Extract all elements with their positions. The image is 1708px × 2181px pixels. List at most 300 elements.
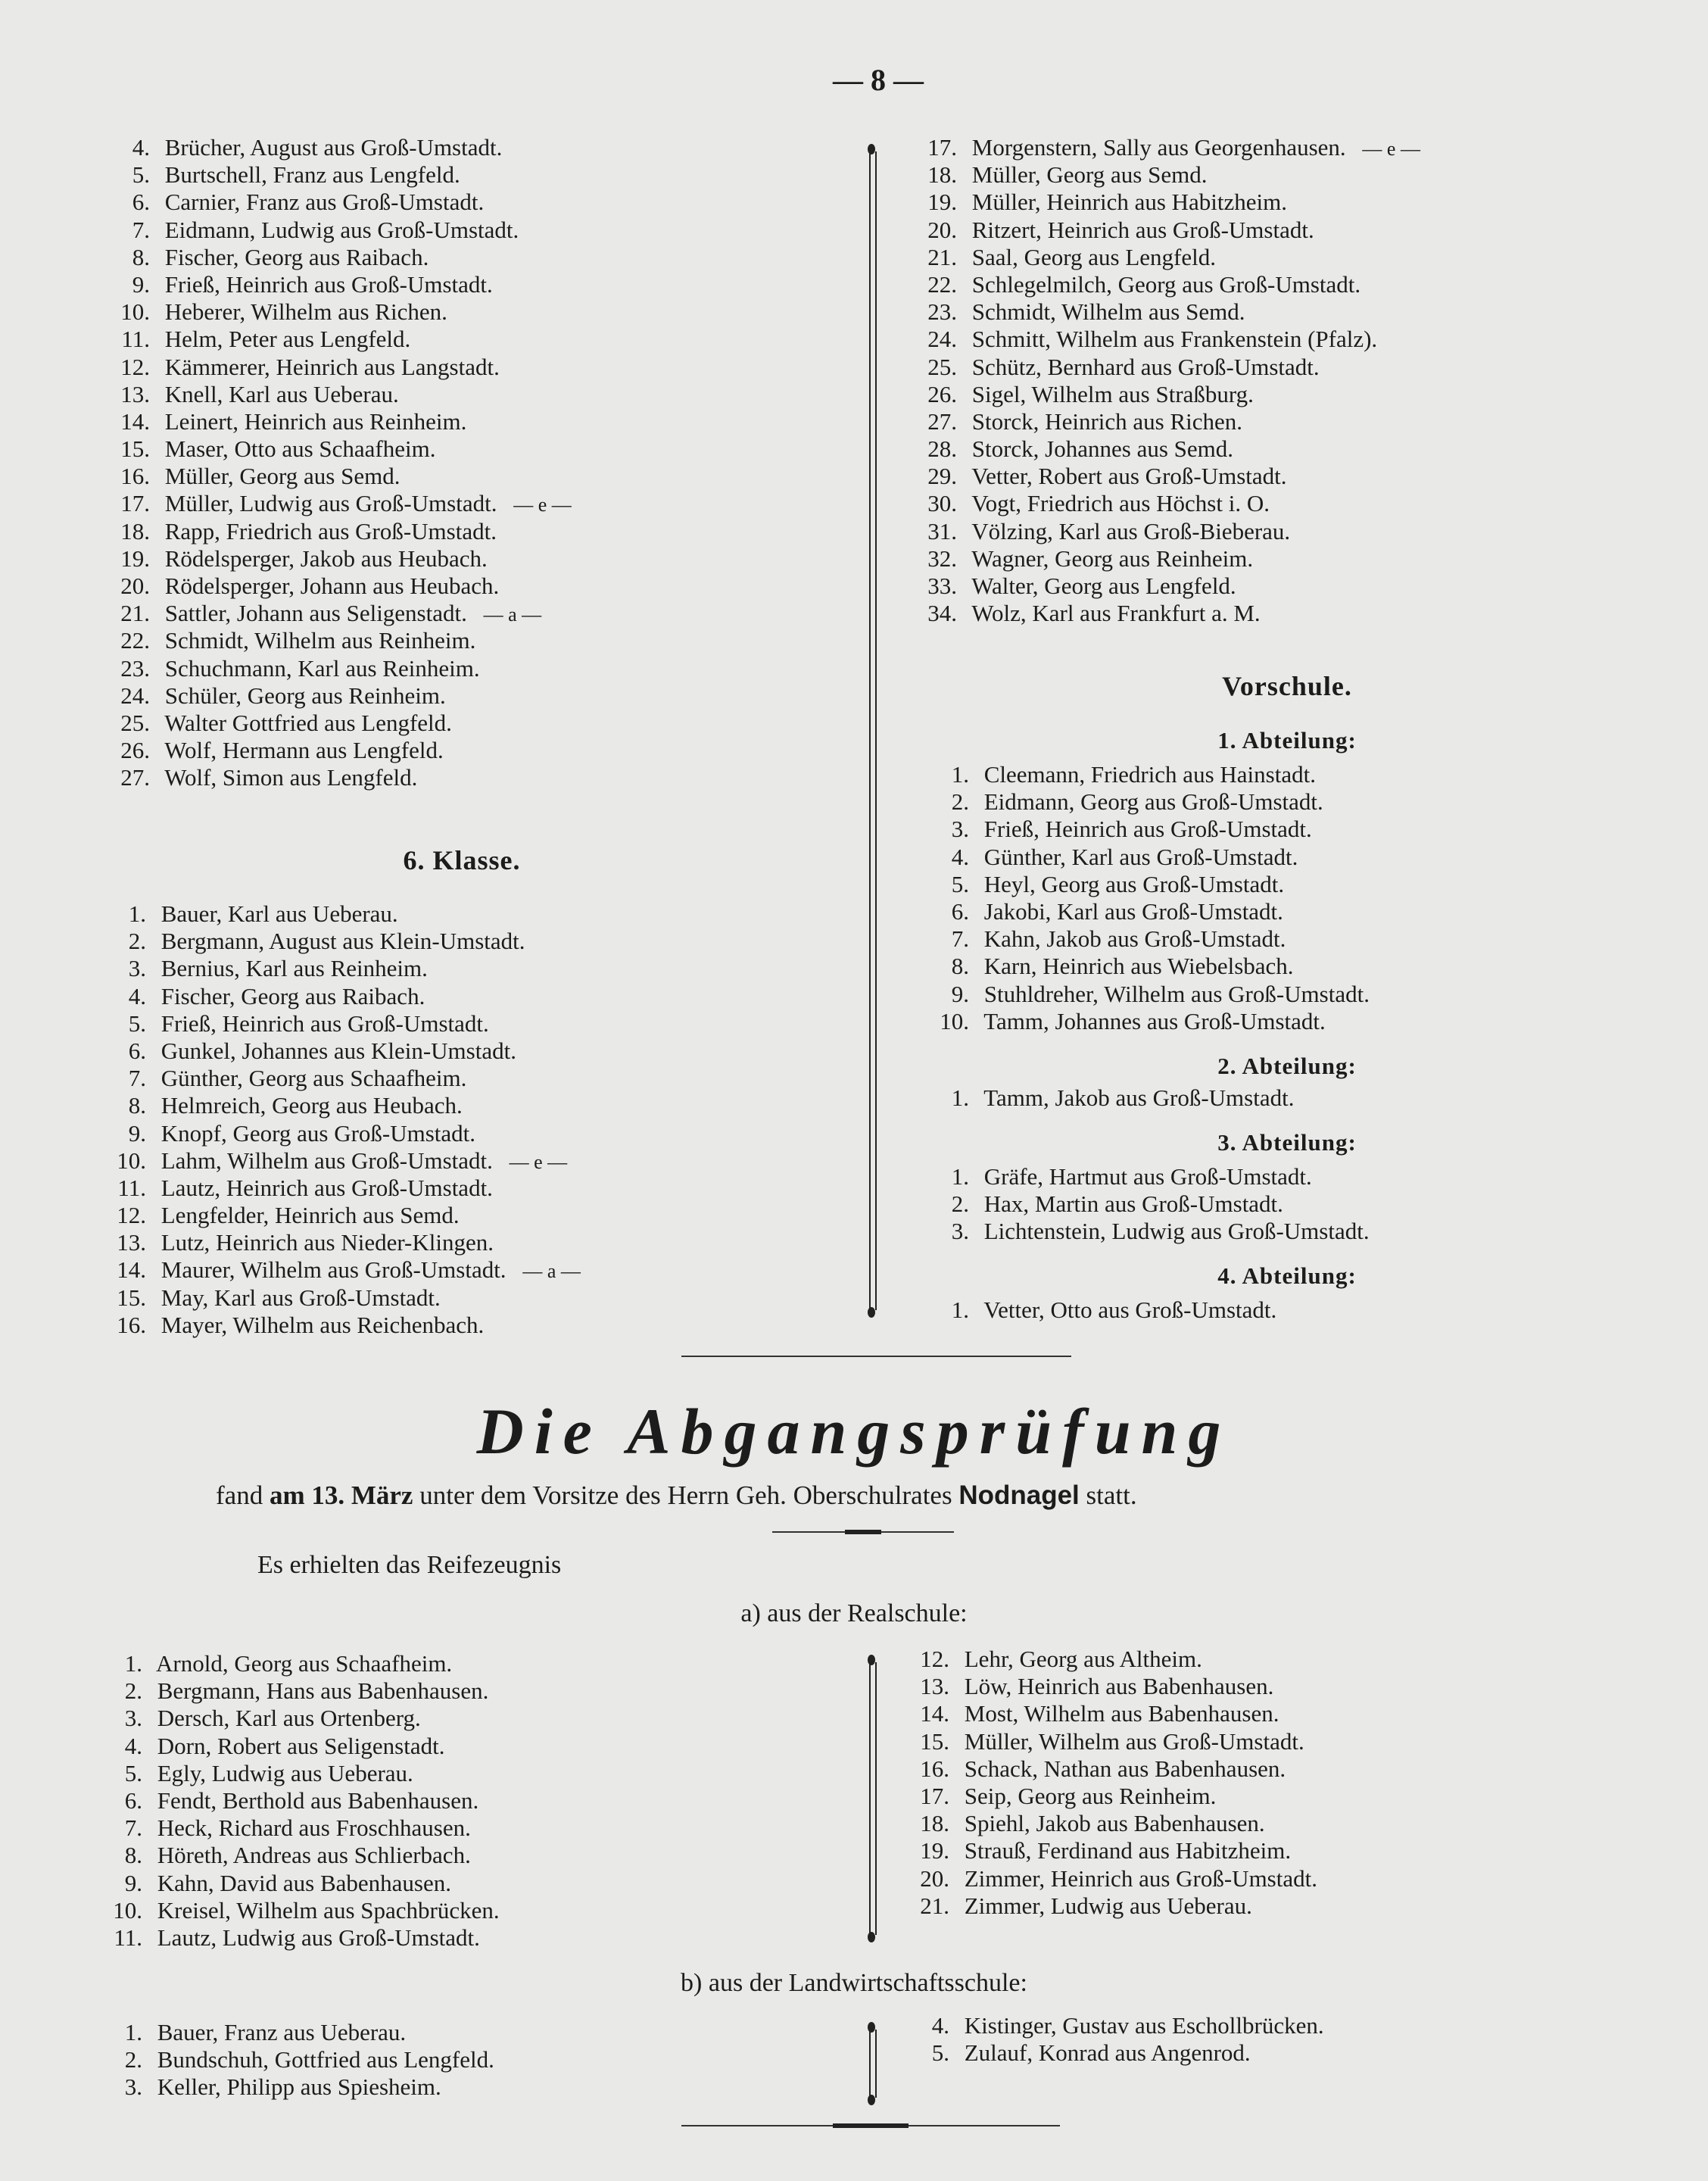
item-text: Mayer, Wilhelm aus Reichenbach. [161,1311,485,1338]
item-number: 25. [927,353,957,380]
item-text: Spiehl, Jakob aus Babenhausen. [964,1810,1265,1837]
abteilung-4-list [925,1296,1276,1324]
item-text: Kämmerer, Heinrich aus Langstadt. [164,353,500,380]
list-item [925,925,1370,953]
item-text: Schmidt, Wilhelm aus Semd. [971,298,1245,326]
list-item [913,326,1420,353]
item-number: 23. [120,654,150,682]
item-text: Dersch, Karl aus Ortenberg. [157,1705,421,1732]
item-text: Walter Gottfried aus Lengfeld. [164,709,452,736]
item-note: — a — [483,604,542,626]
item-number: 16. [117,1311,146,1338]
list-item [102,900,581,928]
intro-text-2: unter dem Vorsitze des Herrn Geh. Oberschulrates [419,1481,952,1510]
item-number: 16. [120,463,150,490]
item-number: 3. [128,955,146,982]
list-item [913,354,1420,381]
item-text: Wolf, Hermann aus Lengfeld. [164,737,444,764]
item-text: Egly, Ludwig aus Ueberau. [157,1759,413,1786]
item-number: 33. [927,573,957,599]
list-item [905,1783,1317,1810]
item-text: Zimmer, Heinrich aus Groß-Umstadt. [964,1864,1317,1892]
item-text: Schlegelmilch, Georg aus Groß-Umstadt. [971,270,1361,298]
item-text: Fischer, Georg aus Raibach. [164,243,429,270]
landwirtschaftsschule-list-right [905,2012,1324,2067]
item-text: Knopf, Georg aus Groß-Umstadt. [161,1119,476,1147]
item-number: 4. [128,982,146,1009]
item-number: 24. [927,326,957,353]
list-item [913,490,1420,517]
item-number: 19. [920,1837,949,1864]
list-item [925,981,1370,1008]
item-text: Strauß, Ferdinand aus Habitzheim. [964,1837,1292,1864]
list-item [925,844,1370,871]
item-number: 20. [927,216,957,243]
realschule-heading: a) aus der Realschule: [740,1599,968,1627]
item-text: Seip, Georg aus Reinheim. [964,1782,1217,1809]
item-note: — a — [522,1260,581,1283]
item-number: 11. [117,1174,146,1201]
list-item [913,518,1420,545]
list-item [98,1760,500,1787]
item-number: 14. [920,1700,949,1727]
list-item [925,1218,1370,1245]
item-number: 7. [128,1065,146,1092]
list-item [106,655,572,682]
klasse6-list [102,900,581,1339]
list-item [925,788,1370,816]
item-text: Jakobi, Karl aus Groß-Umstadt. [983,897,1283,925]
item-text: Günther, Karl aus Groß-Umstadt. [983,843,1298,870]
list-item [913,298,1420,326]
item-number: 4. [132,134,150,161]
item-text: Rapp, Friedrich aus Groß-Umstadt. [164,517,497,544]
item-number: 7. [132,216,150,243]
item-text: Rödelsperger, Johann aus Heubach. [164,573,500,599]
item-text: Bergmann, Hans aus Babenhausen. [157,1677,489,1705]
list-item [905,1646,1317,1673]
list-item [925,816,1370,843]
item-number: 29. [927,463,957,490]
list-item [106,244,572,271]
item-text: Fendt, Berthold aus Babenhausen. [157,1786,479,1814]
realschule-list-left [98,1650,500,1952]
item-text: Maurer, Wilhelm aus Groß-Umstadt. [161,1256,506,1284]
item-number: 8. [124,1842,142,1869]
item-number: 27. [120,764,150,791]
list-item [925,898,1370,925]
landwirtschaftsschule-list-left [98,2019,494,2101]
item-number: 11. [121,326,150,353]
list-item [905,2012,1324,2039]
item-number: 15. [120,435,150,463]
item-number: 10. [120,298,150,326]
item-number: 8. [132,243,150,270]
item-number: 16. [920,1755,949,1782]
abteilung-1-heading: 1. Abteilung: [1217,727,1357,754]
list-item [905,1865,1317,1892]
item-number: 5. [124,1759,142,1786]
list-item [106,627,572,654]
item-text: Löw, Heinrich aus Babenhausen. [964,1673,1274,1700]
item-number: 23. [927,298,957,326]
item-number: 2. [128,928,146,955]
item-text: Tamm, Johannes aus Groß-Umstadt. [983,1007,1326,1034]
list-item [98,1705,500,1732]
item-number: 13. [117,1229,146,1256]
list-item [925,1163,1370,1190]
item-text: Lutz, Heinrich aus Nieder-Klingen. [161,1229,494,1256]
item-number: 5. [931,2039,949,2067]
item-text: Bernius, Karl aus Reinheim. [161,955,428,982]
item-text: Bergmann, August aus Klein-Umstadt. [161,928,525,955]
intro-date: am 13. März [269,1481,413,1510]
item-text: Vogt, Friedrich aus Höchst i. O. [971,490,1270,517]
item-number: 21. [927,243,957,270]
item-text: Ritzert, Heinrich aus Groß-Umstadt. [971,216,1314,243]
item-text: Schmitt, Wilhelm aus Frankenstein (Pfalz). [971,326,1378,353]
list-item [98,1733,500,1760]
item-number: 25. [120,709,150,736]
item-text: Vetter, Robert aus Groß-Umstadt. [971,463,1287,490]
item-text: Wagner, Georg aus Reinheim. [971,544,1254,572]
item-number: 31. [927,517,957,544]
list-item [925,1084,1294,1112]
item-number: 9. [128,1119,146,1147]
list-item [913,573,1420,600]
list-item [925,953,1370,980]
list-item [106,737,572,764]
item-number: 8. [951,953,969,980]
item-number: 2. [124,2046,142,2073]
list-item [913,435,1420,463]
list-item [106,134,572,161]
item-text: Schmidt, Wilhelm aus Reinheim. [164,627,476,654]
item-number: 27. [927,407,957,435]
list-item [106,381,572,408]
item-number: 28. [927,435,957,463]
list-item [98,1870,500,1897]
list-item [102,1175,581,1202]
list-item [106,354,572,381]
item-text: Völzing, Karl aus Groß-Bieberau. [971,517,1291,544]
realschule-list-right [905,1646,1317,1920]
list-item [102,1256,581,1284]
item-text: Müller, Georg aus Semd. [164,463,401,490]
item-text: Most, Wilhelm aus Babenhausen. [964,1700,1279,1727]
list-item [106,326,572,353]
vorschule-heading: Vorschule. [1222,671,1352,701]
list-item [106,161,572,189]
item-number: 26. [927,380,957,407]
list-item [98,2019,494,2046]
item-text: Carnier, Franz aus Groß-Umstadt. [164,189,485,216]
list-item [913,408,1420,435]
list-item [102,1147,581,1175]
list-item [102,983,581,1010]
item-text: Wolf, Simon aus Lengfeld. [164,764,418,791]
item-text: Morgenstern, Sally aus Georgenhausen. [971,134,1346,161]
list-item [905,1755,1317,1783]
item-text: Cleemann, Friedrich aus Hainstadt. [983,761,1316,788]
item-number: 12. [120,353,150,380]
item-number: 1. [124,1650,142,1677]
item-number: 21. [120,600,150,627]
list-item [106,490,572,517]
item-number: 12. [920,1646,949,1672]
list-item [913,189,1420,216]
item-text: Schack, Nathan aus Babenhausen. [964,1755,1286,1782]
list-item [913,545,1420,573]
list-item [913,381,1420,408]
item-text: Zimmer, Ludwig aus Ueberau. [964,1892,1252,1919]
item-number: 17. [120,490,150,517]
item-text: Hax, Martin aus Groß-Umstadt. [983,1190,1283,1218]
realschule-divider [869,1662,877,1935]
list-item [106,217,572,244]
item-number: 1. [124,2019,142,2045]
list-item [106,408,572,435]
item-number: 1. [951,761,969,788]
item-number: 22. [927,270,957,298]
bottom-divider [681,2125,1060,2126]
item-text: Heyl, Georg aus Groß-Umstadt. [983,870,1285,897]
item-text: Lehr, Georg aus Altheim. [964,1646,1202,1672]
item-text: Arnold, Georg aus Schaafheim. [156,1650,453,1677]
item-number: 17. [927,134,957,161]
item-number: 21. [920,1892,949,1919]
item-text: Lautz, Ludwig aus Groß-Umstadt. [157,1924,480,1951]
item-text: Lahm, Wilhelm aus Groß-Umstadt. [161,1147,493,1174]
abteilung-4-heading: 4. Abteilung: [1217,1262,1357,1289]
item-number: 32. [927,544,957,572]
klasse6-heading: 6. Klasse. [403,845,521,875]
list-item [905,1728,1317,1755]
item-number: 6. [128,1037,146,1064]
item-text: Sigel, Wilhelm aus Straßburg. [971,380,1254,407]
item-text: Müller, Wilhelm aus Groß-Umstadt. [964,1727,1304,1755]
list-item [102,1092,581,1119]
list-item [98,2073,494,2101]
item-text: Günther, Georg aus Schaafheim. [161,1065,467,1092]
student-list-continued-right [913,134,1420,627]
item-number: 2. [951,788,969,816]
item-text: Leinert, Heinrich aus Reinheim. [164,407,467,435]
item-number: 6. [132,189,150,216]
item-number: 3. [124,2073,142,2101]
item-number: 12. [117,1202,146,1229]
intro-name: Nodnagel [958,1481,1080,1510]
item-text: Kistinger, Gustav aus Eschollbrücken. [964,2012,1324,2039]
item-number: 20. [920,1864,949,1892]
list-item [106,298,572,326]
small-divider [772,1531,954,1533]
item-number: 13. [120,380,150,407]
item-number: 1. [951,1296,969,1323]
item-number: 1. [128,900,146,927]
item-number: 15. [920,1727,949,1755]
list-item [106,682,572,710]
list-item [102,1312,581,1339]
item-number: 5. [132,161,150,189]
item-text: Bauer, Franz aus Ueberau. [157,2019,407,2045]
list-item [98,1787,500,1814]
intro-text-1: fand [216,1481,263,1510]
list-item [98,2046,494,2073]
list-item [905,1892,1317,1920]
item-text: Heberer, Wilhelm aus Richen. [164,298,447,326]
list-item [913,271,1420,298]
item-number: 18. [120,517,150,544]
list-item [106,710,572,737]
item-text: Heck, Richard aus Froschhausen. [157,1814,471,1842]
item-number: 17. [920,1782,949,1809]
item-text: Schütz, Bernhard aus Groß-Umstadt. [971,353,1320,380]
list-item [106,463,572,490]
item-number: 6. [951,897,969,925]
item-number: 10. [117,1147,146,1174]
item-number: 26. [120,737,150,764]
item-text: Gräfe, Hartmut aus Groß-Umstadt. [983,1163,1312,1190]
intro-text-3: statt. [1086,1481,1137,1510]
item-number: 11. [114,1924,142,1951]
abgang-intro [216,1481,1137,1511]
item-text: Kreisel, Wilhelm aus Spachbrücken. [157,1896,500,1924]
abteilung-3-list [925,1163,1370,1246]
item-note: — e — [1362,138,1420,160]
list-item [98,1650,500,1677]
item-number: 2. [124,1677,142,1705]
item-number: 10. [940,1007,969,1034]
list-item [925,1296,1276,1324]
item-number: 6. [124,1786,142,1814]
list-item [913,244,1420,271]
item-text: Frieß, Heinrich aus Groß-Umstadt. [983,816,1312,843]
list-item [913,463,1420,490]
item-number: 18. [927,161,957,189]
list-item [913,217,1420,244]
list-item [106,545,572,573]
section-divider [681,1356,1071,1357]
item-text: Sattler, Johann aus Seligenstadt. [164,600,467,627]
item-text: Frieß, Heinrich aus Groß-Umstadt. [161,1009,489,1037]
list-item [102,1202,581,1229]
list-item [106,600,572,627]
item-text: Müller, Heinrich aus Habitzheim. [971,189,1288,216]
list-item [106,271,572,298]
item-text: Müller, Georg aus Semd. [971,161,1208,189]
item-number: 18. [920,1810,949,1837]
list-item [913,134,1420,161]
list-item [102,1065,581,1092]
item-number: 24. [120,682,150,709]
abgang-title: Die Abgangsprüfung [476,1395,1232,1468]
item-text: Knell, Karl aus Ueberau. [164,380,399,407]
item-text: Vetter, Otto aus Groß-Umstadt. [983,1296,1277,1323]
abteilung-2-list [925,1084,1294,1112]
item-text: Maser, Otto aus Schaafheim. [164,435,436,463]
item-number: 9. [951,980,969,1007]
item-number: 7. [124,1814,142,1842]
item-number: 19. [927,189,957,216]
item-number: 8. [128,1092,146,1119]
list-item [102,928,581,955]
item-number: 4. [124,1732,142,1759]
item-text: May, Karl aus Groß-Umstadt. [161,1284,441,1311]
item-number: 3. [951,816,969,843]
item-number: 1. [951,1084,969,1111]
item-number: 10. [113,1896,142,1924]
list-item [925,871,1370,898]
list-item [925,1008,1370,1035]
list-item [913,161,1420,189]
item-text: Rödelsperger, Jakob aus Heubach. [164,544,488,572]
item-number: 5. [128,1009,146,1037]
list-item [106,573,572,600]
item-number: 4. [951,843,969,870]
item-number: 13. [920,1673,949,1700]
list-item [102,1010,581,1037]
item-number: 3. [951,1218,969,1245]
list-item [98,1842,500,1869]
list-item [98,1924,500,1952]
item-number: 14. [117,1256,146,1284]
item-number: 2. [951,1190,969,1218]
item-text: Saal, Georg aus Lengfeld. [971,243,1216,270]
list-item [106,518,572,545]
item-number: 14. [120,407,150,435]
list-item [102,955,581,982]
item-text: Eidmann, Ludwig aus Groß-Umstadt. [164,216,519,243]
item-text: Kahn, David aus Babenhausen. [157,1869,452,1896]
item-text: Stuhldreher, Wilhelm aus Groß-Umstadt. [983,980,1370,1007]
item-number: 20. [120,573,150,599]
item-text: Karn, Heinrich aus Wiebelsbach. [983,953,1294,980]
abteilung-2-heading: 2. Abteilung: [1217,1053,1357,1079]
student-list-continued-left [106,134,572,792]
item-text: Kahn, Jakob aus Groß-Umstadt. [983,925,1286,953]
list-item [102,1120,581,1147]
item-text: Burtschell, Franz aus Lengfeld. [164,161,460,189]
abteilung-3-heading: 3. Abteilung: [1217,1129,1357,1156]
item-text: Fischer, Georg aus Raibach. [161,982,425,1009]
list-item [102,1037,581,1065]
list-item [106,435,572,463]
item-number: 30. [927,490,957,517]
abteilung-1-list [925,761,1370,1035]
column-divider [869,151,877,1310]
item-text: Lengfelder, Heinrich aus Semd. [161,1202,460,1229]
abgang-subtitle: Es erhielten das Reifezeugnis [257,1551,562,1579]
item-text: Walter, Georg aus Lengfeld. [971,573,1236,599]
item-text: Keller, Philipp aus Spiesheim. [157,2073,441,2101]
item-text: Lichtenstein, Ludwig aus Groß-Umstadt. [983,1218,1370,1245]
list-item [102,1229,581,1256]
item-number: 7. [951,925,969,953]
item-text: Bauer, Karl aus Ueberau. [161,900,398,927]
item-note: — e — [513,494,572,516]
item-text: Storck, Johannes aus Semd. [971,435,1234,463]
landwirtschaftsschule-divider [869,2030,877,2098]
item-number: 19. [120,544,150,572]
item-text: Gunkel, Johannes aus Klein-Umstadt. [161,1037,516,1064]
list-item [98,1897,500,1924]
item-number: 15. [117,1284,146,1311]
item-number: 4. [931,2012,949,2039]
item-text: Brücher, August aus Groß-Umstadt. [164,134,503,161]
item-text: Müller, Ludwig aus Groß-Umstadt. [164,490,497,517]
list-item [102,1284,581,1312]
